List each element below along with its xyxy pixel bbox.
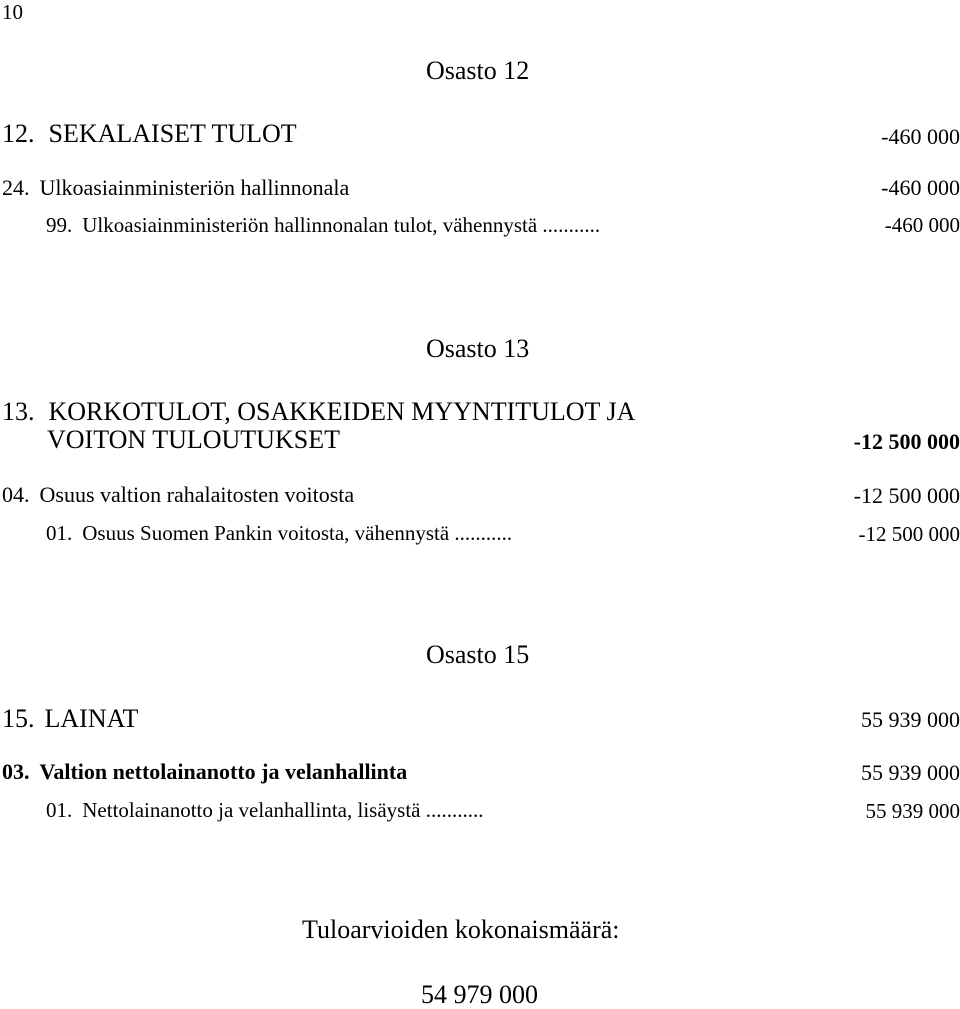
item-title: Osuus Suomen Pankin voitosta, vähennystä ........... [82, 521, 512, 545]
sub-number: 03. [2, 759, 30, 784]
sub-number: 24. [2, 175, 30, 200]
main-title: LAINAT [45, 704, 139, 733]
page-number: 10 [2, 2, 23, 23]
main-amount-13: -12 500 000 [854, 431, 960, 453]
total-amount: 54 979 000 [421, 982, 538, 1008]
item-title: Nettolainanotto ja velanhallinta, lisäystä ........... [82, 798, 483, 822]
item-row-13 [46, 523, 512, 544]
main-number: 12. [2, 119, 35, 148]
main-title-line1: KORKOTULOT, OSAKKEIDEN MYYNTITULOT JA [49, 397, 636, 426]
item-row-12 [46, 215, 600, 236]
main-amount-15: 55 939 000 [861, 709, 960, 731]
sub-title-row-12 [2, 177, 349, 199]
main-number: 13. [2, 397, 35, 426]
sub-amount-12: -460 000 [881, 177, 960, 199]
section-heading-13: Osasto 13 [426, 336, 529, 362]
main-amount-12: -460 000 [881, 126, 960, 148]
item-row-15 [46, 800, 484, 821]
item-number: 01. [46, 798, 72, 822]
sub-title-row-13 [2, 484, 354, 506]
sub-number: 04. [2, 482, 30, 507]
item-amount-15: 55 939 000 [866, 801, 960, 822]
item-amount-12: -460 000 [885, 215, 960, 236]
item-number: 01. [46, 521, 72, 545]
main-title-row-15 [2, 706, 138, 732]
sub-amount-13: -12 500 000 [854, 485, 960, 507]
item-amount-13: -12 500 000 [859, 524, 960, 545]
main-title-row-12 [2, 121, 297, 147]
main-title-line2-13: VOITON TULOUTUKSET [47, 427, 340, 453]
item-number: 99. [46, 213, 72, 237]
sub-title: Ulkoasiainministeriön hallinnonala [40, 175, 350, 200]
sub-title-row-15 [2, 761, 407, 783]
main-title-row-13 [2, 399, 635, 425]
item-title: Ulkoasiainministeriön hallinnonalan tulot, vähennystä ........... [82, 213, 600, 237]
total-label: Tuloarvioiden kokonaismäärä: [302, 917, 619, 943]
section-heading-12: Osasto 12 [426, 58, 529, 84]
section-heading-15: Osasto 15 [426, 642, 529, 668]
sub-title: Osuus valtion rahalaitosten voitosta [40, 482, 355, 507]
sub-amount-15: 55 939 000 [861, 762, 960, 784]
main-number: 15. [2, 704, 35, 733]
main-title: SEKALAISET TULOT [49, 119, 297, 148]
sub-title: Valtion nettolainanotto ja velanhallinta [40, 759, 408, 784]
